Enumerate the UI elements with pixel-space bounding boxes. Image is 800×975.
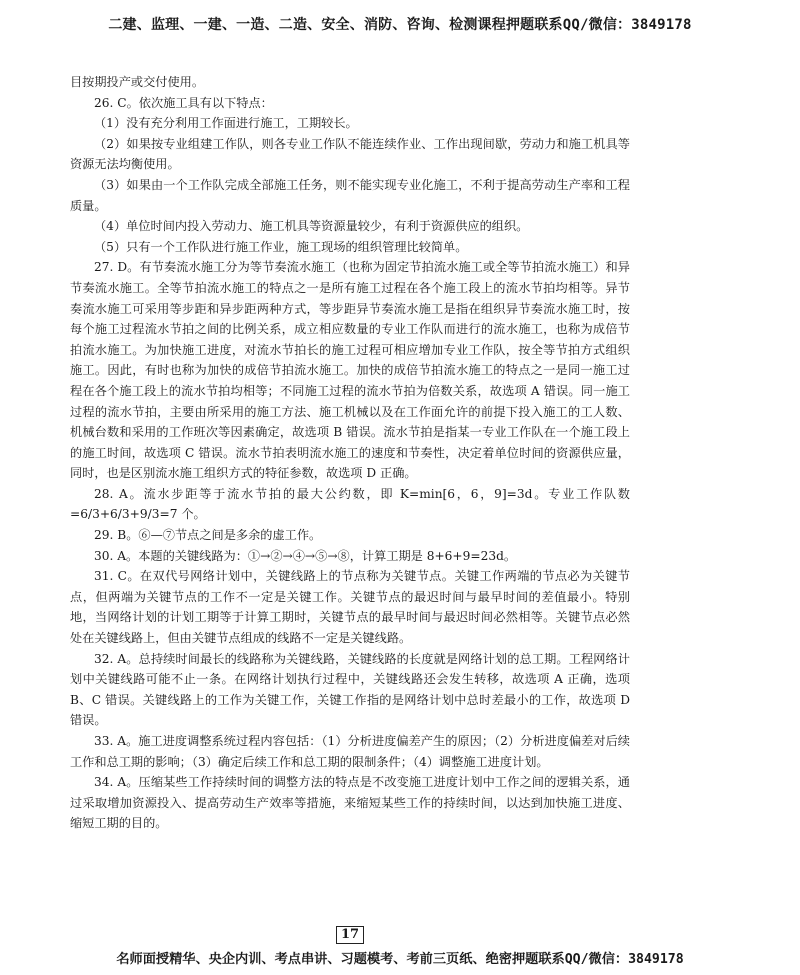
paragraph: 32. A。总持续时间最长的线路称为关键线路，关键线路的长度就是网络计划的总工期。工程网络计划中关键线路可能不止一条。在网络计划执行过程中，关键线路还会发生转移，故选项 A 正确，选项 B、C 错误。关键线路上的工作为关键工作，关键工作指的是网络计划中总时差最小的工作，故选项 D 错误。 bbox=[70, 651, 630, 728]
paragraph: 31. C。在双代号网络计划中，关键线路上的节点称为关键节点。关键工作两端的节点必为关键节点，但两端为关键节点的工作不一定是关键工作。关键节点的最迟时间与最早时间的差值最小。特别地，当网络计划的计划工期等于计算工期时，关键节点的最早时间与最迟时间必然相等。关键节点必然处在关键线路上，但由关键节点组成的线路不一定是关键线路。 bbox=[70, 569, 630, 646]
page-footer: 名师面授精华、央企内训、考点串讲、习题模考、考前三页纸、绝密押题联系QQ/微信：3849178 bbox=[116, 952, 684, 967]
paragraph: 34. A。压缩某些工作持续时间的调整方法的特点是不改变施工进度计划中工作之间的逻辑关系，通过采取增加资源投入、提高劳动生产效率等措施，来缩短某些工作的持续时间，以达到加快施工进度、缩短工期的目的。 bbox=[70, 775, 630, 831]
paragraph: 30. A。本题的关键线路为：①→②→④→⑤→⑧，计算工期是 8+6+9=23d。 bbox=[94, 548, 517, 563]
paragraph: （4）单位时间内投入劳动力、施工机具等资源量较少，有利于资源供应的组织。 bbox=[94, 219, 529, 234]
paragraph: 目按期投产或交付使用。 bbox=[70, 75, 205, 89]
paragraph: 27. D。有节奏流水施工分为等节奏流水施工（也称为固定节拍流水施工或全等节拍流水施工）和异节奏流水施工。全等节拍流水施工的特点之一是所有施工过程在各个施工段上的流水节拍均相等。异节奏流水施工可采用等步距和异步距两种方式，等步距异节奏流水施工是指在组织异节奏流水施工时，按每个施工过程流水节拍之间的比例关系，成立相应数量的专业工作队而进行的流水施工，也称为成倍节拍流水施工。为加快施工进度，对流水节拍长的施工过程可相应增加专业工作队，按全等节拍方式组织施工。因此，有时也称为加快的成倍节拍流水施工。加快的成倍节拍流水施工的特点之一是同一施工过程在各个施工段上的流水节拍均相等；不同施工过程的流水节拍为倍数关系，故选项 A 错误。同一施工过程的流水节拍，主要由所采用的施工方法、施工机械以及在工作面允许的前提下投入施工的工人数、机械台数和采用的工作班次等因素确定，故选项 B 错误。流水节拍是指某一专业工作队在一个施工段上的施工时间，故选项 C 错误。流水节拍表明流水施工的速度和节奏性，决定着单位时间的资源供应量，同时，也是区别流水施工组织方式的特征参数，故选项 D 正确。 bbox=[70, 260, 630, 481]
paragraph: 29. B。⑥—⑦节点之间是多余的虚工作。 bbox=[94, 528, 322, 543]
paragraph: （2）如果按专业组建工作队，则各专业工作队不能连续作业、工作出现间歇，劳动力和施工机具等资源无法均衡使用。 bbox=[70, 136, 630, 172]
paragraph: （5）只有一个工作队进行施工作业，施工现场的组织管理比较简单。 bbox=[94, 239, 468, 254]
paragraph: 33. A。施工进度调整系统过程内容包括：（1）分析进度偏差产生的原因；（2）分析进度偏差对后续工作和总工期的影响；（3）确定后续工作和总工期的限制条件；（4）调整施工进度计划。 bbox=[70, 734, 630, 769]
page-header: 二建、监理、一建、一造、二造、安全、消防、咨询、检测课程押题联系QQ/微信：3849178 bbox=[108, 17, 692, 33]
answer-explanations bbox=[70, 72, 630, 834]
page-number: 17 bbox=[336, 926, 364, 944]
paragraph: 26. C。依次施工具有以下特点： bbox=[94, 95, 273, 110]
paragraph: （1）没有充分利用工作面进行施工，工期较长。 bbox=[94, 116, 358, 131]
paragraph: 28. A。流水步距等于流水节拍的最大公约数，即 K=min[6，6，9]=3d。专业工作队数=6/3+6/3+9/3=7 个。 bbox=[70, 486, 630, 522]
paragraph: （3）如果由一个工作队完成全部施工任务，则不能实现专业化施工，不利于提高劳动生产率和工程质量。 bbox=[70, 177, 630, 213]
